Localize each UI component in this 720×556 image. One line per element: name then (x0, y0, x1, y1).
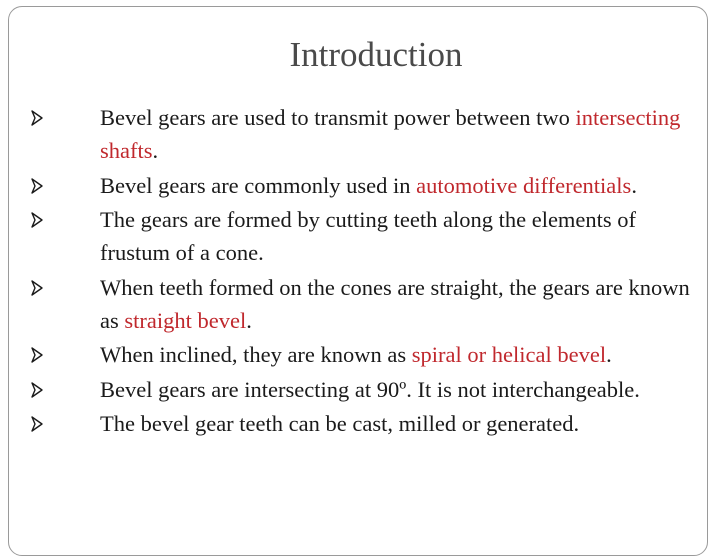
bullet-list (31, 101, 699, 442)
bullet-text-segment: Bevel gears are intersecting at 90º. It is not interchangeable. (100, 376, 640, 402)
bullet-text-segment: When inclined, they are known as (100, 342, 412, 367)
slide-frame (8, 6, 708, 556)
bullet-item (31, 203, 699, 269)
bullet-item (31, 271, 699, 337)
bullet-text-segment: . (631, 172, 637, 198)
bullet-item (31, 101, 699, 167)
bullet-text (100, 271, 699, 337)
bullet-text-segment: . (152, 138, 159, 163)
bullet-item (31, 169, 699, 202)
bullet-text-segment: The gears are formed by cutting teeth along the elements of frustum of a cone. (100, 207, 637, 265)
bullet-text-segment: Bevel gears are commonly used in (100, 172, 417, 198)
bullet-text-segment: . (606, 342, 612, 367)
bullet-text (100, 373, 699, 406)
bullet-text-segment: Bevel gears are used to transmit power between two (100, 105, 576, 130)
bullet-text (100, 203, 699, 269)
highlighted-term: intersecting shafts (100, 105, 681, 163)
bullet-text (100, 101, 699, 167)
highlighted-term: spiral or helical bevel (411, 342, 607, 367)
bullet-text-segment: When teeth formed on the cones are straight, the gears are known as (100, 274, 690, 333)
bullet-text (100, 407, 699, 440)
slide-title: Introduction (289, 35, 463, 74)
bullet-text-segment: . (246, 307, 252, 333)
bullet-item (31, 407, 699, 440)
bullet-text (100, 169, 699, 202)
bullet-item (31, 373, 699, 406)
highlighted-term: automotive differentials (416, 172, 632, 198)
bullet-item (31, 338, 699, 371)
highlighted-term: straight bevel (124, 307, 247, 333)
bullet-text (100, 338, 699, 371)
bullet-text-segment: The bevel gear teeth can be cast, milled or generated. (100, 411, 580, 436)
